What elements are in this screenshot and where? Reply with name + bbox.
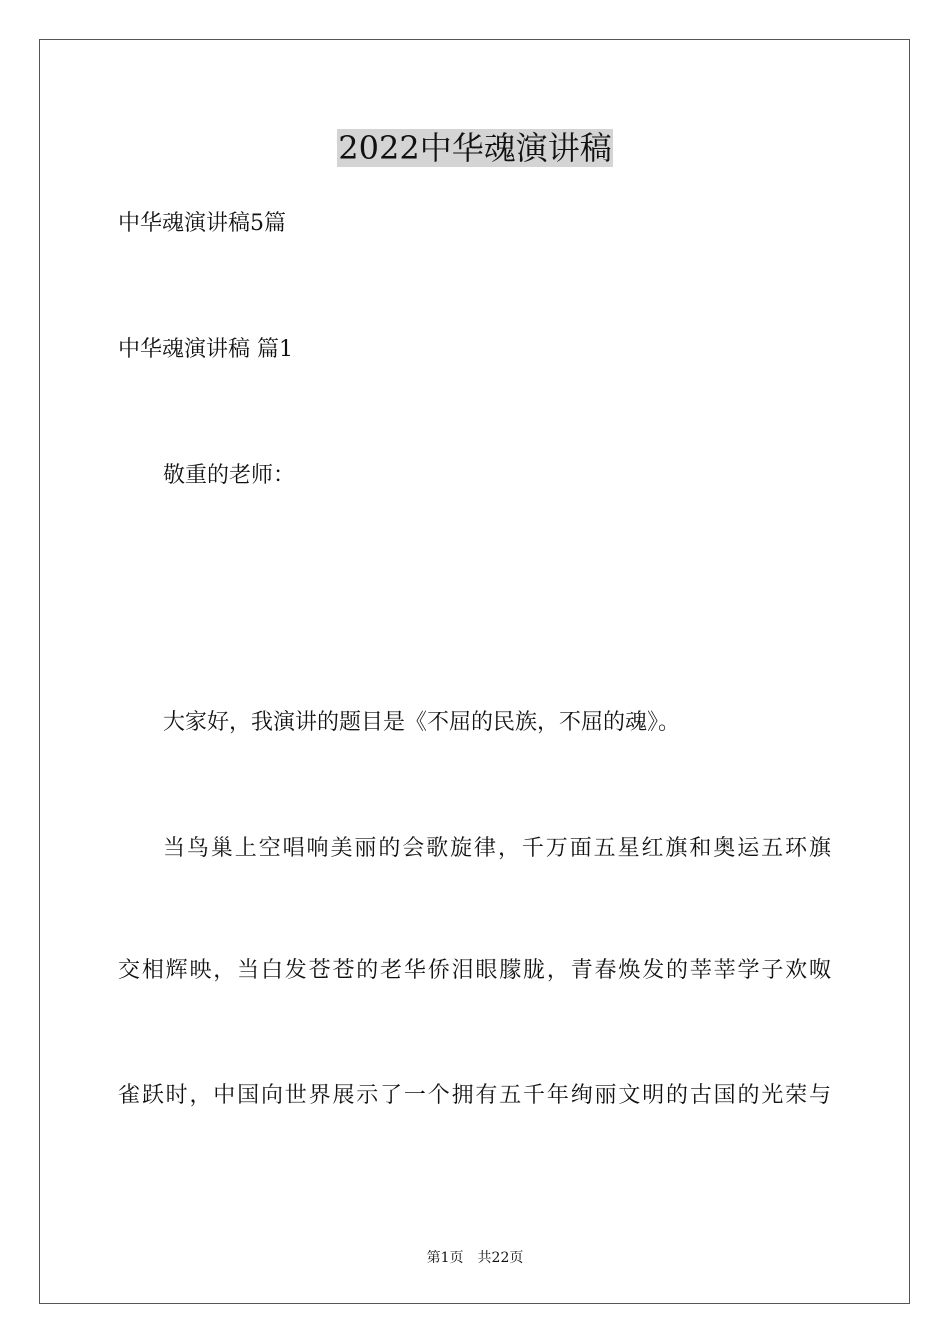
section-heading: 中华魂演讲稿 篇1 <box>118 337 293 362</box>
document-subtitle: 中华魂演讲稿5篇 <box>118 211 286 236</box>
paragraph-line: 大家好，我演讲的题目是《不屈的民族，不屈的魂》。 <box>163 710 681 735</box>
document-title-text: 2022中华魂演讲稿 <box>338 129 612 167</box>
page-footer: 第1页 共22页 <box>426 1250 524 1266</box>
paragraph-line: 当鸟巢上空唱响美丽的会歌旋律，千万面五星红旗和奥运五环旗 <box>163 836 831 861</box>
paragraph-line: 交相辉映，当白发苍苍的老华侨泪眼朦胧，青春焕发的莘莘学子欢呶 <box>118 958 831 983</box>
salutation: 敬重的老师： <box>163 463 296 488</box>
paragraph-line: 雀跃时，中国向世界展示了一个拥有五千年绚丽文明的古国的光荣与 <box>118 1083 831 1108</box>
document-title <box>0 126 950 170</box>
